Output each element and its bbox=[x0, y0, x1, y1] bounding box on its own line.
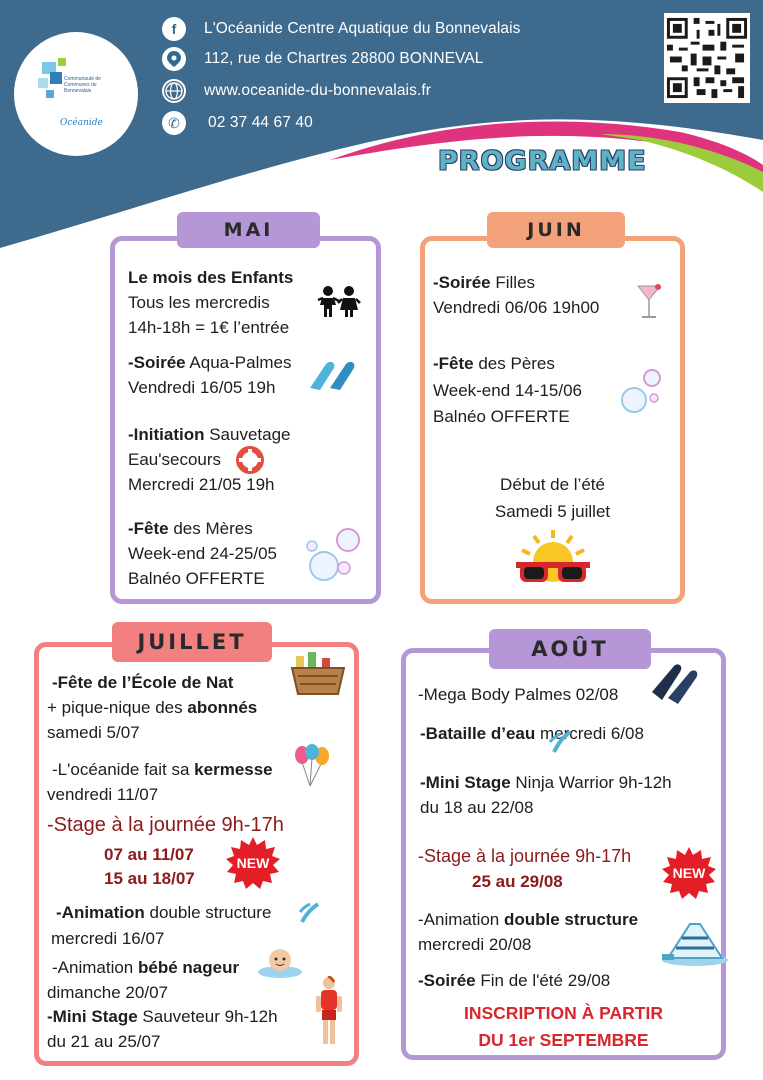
mai-line8: Mercredi 21/05 19h bbox=[128, 475, 275, 494]
inscription-line1: INSCRIPTION À PARTIR bbox=[464, 1003, 663, 1023]
contact-address bbox=[162, 46, 484, 72]
aout-stage-title: -Stage à la journée 9h-17h bbox=[418, 846, 632, 866]
juin-line6: Début de l’été bbox=[500, 475, 605, 494]
logo bbox=[14, 32, 138, 156]
juillet-line13: -Mini Stage Sauveteur 9h-12h bbox=[47, 1007, 278, 1026]
aout-tab: AOÛT bbox=[489, 629, 651, 669]
aout-stage-dates: 25 au 29/08 bbox=[472, 872, 563, 891]
water-splash-icon bbox=[548, 728, 574, 758]
juillet-stage-dates1: 07 au 11/07 bbox=[104, 845, 194, 864]
bubbles-icon bbox=[618, 368, 666, 416]
mai-line3: 14h-18h = 1€ l’entrée bbox=[128, 318, 290, 337]
mai-line9: -Fête des Mères bbox=[128, 519, 253, 538]
lifebuoy-icon bbox=[236, 446, 264, 474]
juillet-line14: du 21 au 25/07 bbox=[47, 1032, 161, 1051]
mai-line1: Le mois des Enfants bbox=[128, 268, 294, 287]
mai-line2: Tous les mercredis bbox=[128, 293, 270, 312]
baby-swimmer-icon bbox=[256, 946, 304, 980]
phone-icon: ✆ bbox=[162, 111, 186, 135]
aout-line8: mercredi 20/08 bbox=[418, 935, 532, 954]
bubbles-icon bbox=[304, 526, 362, 584]
qr-code[interactable] bbox=[664, 13, 750, 103]
contact-facebook[interactable] bbox=[162, 16, 521, 42]
location-pin-icon bbox=[162, 47, 186, 71]
aout-line7: -Animation double structure bbox=[418, 910, 639, 929]
juillet-line3: samedi 5/07 bbox=[47, 723, 140, 742]
inscription-line2: DU 1er SEPTEMBRE bbox=[478, 1030, 649, 1050]
page-title: PROGRAMME bbox=[438, 146, 647, 177]
facebook-icon: f bbox=[162, 17, 186, 41]
aout-line1: -Mega Body Palmes 02/08 bbox=[418, 685, 619, 704]
sun-sunglasses-icon bbox=[514, 528, 592, 592]
mai-line4: -Soirée Aqua-Palmes bbox=[128, 353, 292, 372]
picnic-basket-icon bbox=[290, 650, 346, 696]
water-splash-icon bbox=[298, 900, 322, 926]
juin-line3: -Fête des Pères bbox=[433, 354, 555, 373]
mai-line6: -Initiation Sauvetage bbox=[128, 425, 291, 444]
lifeguard-icon bbox=[316, 976, 342, 1048]
aout-line4: du 18 au 22/08 bbox=[420, 798, 534, 817]
juillet-line10: mercredi 16/07 bbox=[51, 929, 165, 948]
mai-line10: Week-end 24-25/05 bbox=[128, 544, 278, 563]
juin-line5: Balnéo OFFERTE bbox=[433, 407, 570, 426]
children-icon bbox=[314, 285, 362, 319]
address-text: 112, rue de Chartres 28800 BONNEVAL bbox=[204, 50, 484, 67]
cocktail-icon bbox=[636, 282, 664, 322]
mai-line5: Vendredi 16/05 19h bbox=[128, 378, 276, 397]
contact-phone[interactable] bbox=[162, 110, 313, 136]
mai-tab: MAI bbox=[177, 212, 320, 248]
aout-line2: -Bataille d’eau mercredi 6/08 bbox=[420, 724, 644, 743]
globe-icon bbox=[162, 79, 186, 103]
juillet-line9: -Animation double structure bbox=[56, 903, 272, 922]
juin-line4: Week-end 14-15/06 bbox=[433, 381, 583, 400]
juin-line2: Vendredi 06/06 19h00 bbox=[433, 298, 600, 317]
juillet-line2: + pique-nique des abonnés bbox=[47, 698, 258, 717]
phone-text: 02 37 44 67 40 bbox=[208, 114, 313, 131]
logo-community-text: Communauté de Communes du Bonnevalais bbox=[64, 76, 101, 94]
mai-line7: Eau'secours bbox=[128, 450, 222, 469]
juin-tab: JUIN bbox=[487, 212, 625, 248]
inflatable-structure-icon bbox=[660, 914, 730, 968]
juillet-line5: vendredi 11/07 bbox=[47, 785, 159, 804]
flippers-icon bbox=[650, 660, 700, 704]
juillet-line12: dimanche 20/07 bbox=[47, 983, 168, 1002]
aout-line3: -Mini Stage Ninja Warrior 9h-12h bbox=[420, 773, 672, 792]
new-badge: NEW bbox=[226, 836, 280, 890]
juillet-tab: JUILLET bbox=[112, 622, 272, 662]
aout-line9: -Soirée Fin de l'été 29/08 bbox=[418, 971, 611, 990]
juin-line1: -Soirée Filles bbox=[433, 273, 536, 292]
mai-line11: Balnéo OFFERTE bbox=[128, 569, 265, 588]
contact-website[interactable] bbox=[162, 78, 431, 104]
juin-line7: Samedi 5 juillet bbox=[494, 502, 611, 521]
juillet-line4: -L'océanide fait sa kermesse bbox=[52, 760, 273, 779]
juillet-stage-dates2: 15 au 18/07 bbox=[104, 869, 195, 888]
website-text: www.oceanide-du-bonnevalais.fr bbox=[204, 82, 432, 99]
flippers-icon bbox=[308, 358, 358, 392]
balloons-icon bbox=[292, 744, 332, 788]
juillet-stage-title: -Stage à la journée 9h-17h bbox=[47, 814, 284, 836]
juillet-line11: -Animation bébé nageur bbox=[52, 958, 240, 977]
juillet-line1: -Fête de l’École de Nat bbox=[52, 673, 234, 692]
new-badge: NEW bbox=[662, 846, 716, 900]
logo-oceanide-text: Océanide bbox=[60, 118, 103, 128]
facebook-text: L'Océanide Centre Aquatique du Bonnevalais bbox=[204, 20, 521, 37]
